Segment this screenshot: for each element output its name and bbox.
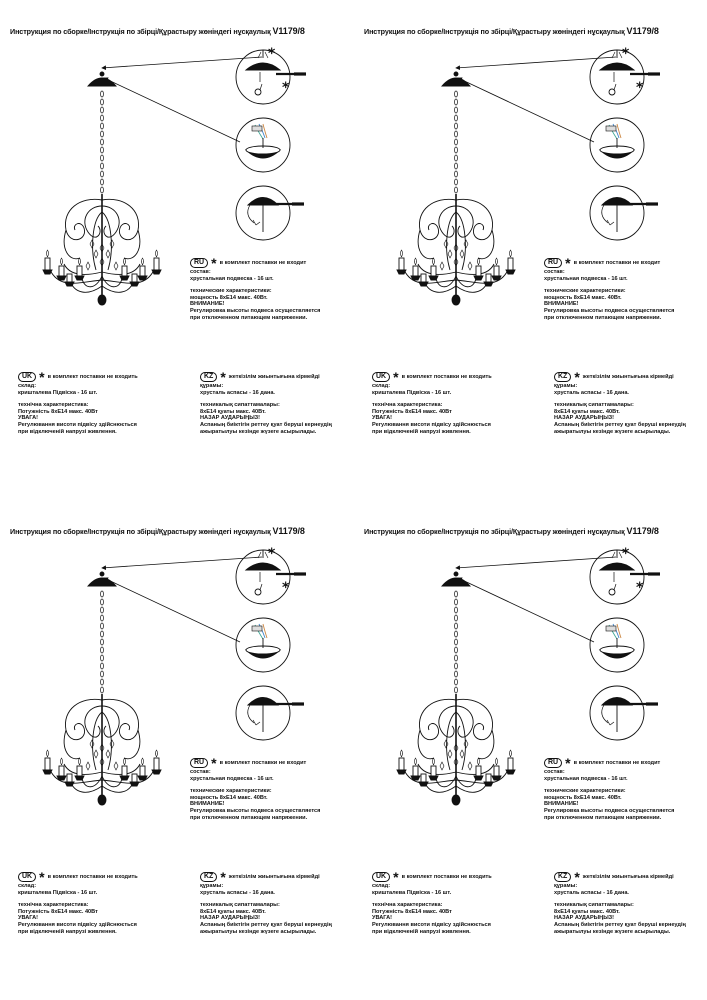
kz-composition-label: құрамы: — [200, 383, 224, 389]
kz-composition-label: құрамы: — [554, 883, 578, 889]
ru-composition-label: состав: — [544, 769, 565, 775]
uk-composition-label: склад: — [372, 383, 391, 389]
ru-specs-value: мощность 8xE14 макс. 40Вт. — [544, 294, 622, 301]
ru-warning-line1: Регулировка высоты подвеса осуществляется — [544, 807, 675, 814]
ru-warning-line1: Регулировка высоты подвеса осуществляется — [190, 807, 321, 814]
ru-warning-label: ВНИМАНИЕ! — [190, 801, 225, 808]
uk-info-block — [18, 868, 138, 935]
uk-specs-value: Потужність 8xE14 макс. 40Вт — [372, 408, 452, 415]
uk-composition-value: кришталева Підвіска - 16 шт. — [18, 889, 98, 896]
uk-warning-line1: Регулювання висоти підвісу здійснюється — [372, 921, 491, 928]
uk-warning-line2: при відключеній напрузі живлення. — [372, 928, 471, 935]
ru-specs-label: технические характеристики: — [190, 288, 272, 295]
svg-text:*: * — [636, 580, 644, 596]
star-marker: * — [565, 754, 571, 771]
kz-composition-label: құрамы: — [200, 883, 224, 889]
detail-wiring-icon — [236, 618, 290, 672]
uk-warning-line2: при відключеній напрузі живлення. — [18, 428, 117, 435]
kz-specs-label: техникалық сипаттамалары: — [200, 402, 280, 409]
ru-language-badge: RU — [190, 758, 208, 768]
uk-composition-label: склад: — [18, 883, 37, 889]
model-number: V1179/8 — [626, 26, 659, 36]
kz-language-badge: KZ — [554, 372, 571, 382]
svg-text:*: * — [282, 580, 290, 596]
star-marker: * — [39, 368, 45, 385]
title-text: Инструкция по сборке/Інструкція по збірці/Құрастыру жөніндегі нұсқаулық — [364, 27, 625, 36]
uk-language-badge: UK — [18, 372, 36, 382]
instruction-sheet-top-left — [0, 0, 353, 500]
ru-not-included: в комплект поставки не входит — [219, 259, 307, 266]
uk-not-included: в комплект поставки не входить — [47, 873, 138, 880]
ru-composition-value: хрустальная подвеска - 16 шт. — [190, 275, 274, 282]
model-number: V1179/8 — [626, 526, 659, 536]
uk-specs-value: Потужність 8xE14 макс. 40Вт — [18, 408, 98, 415]
ru-language-badge: RU — [190, 258, 208, 268]
chandelier-icon — [43, 72, 161, 305]
uk-specs-value: Потужність 8xE14 макс. 40Вт — [18, 908, 98, 915]
uk-composition-label: склад: — [18, 383, 37, 389]
detail-wiring-icon — [236, 118, 290, 172]
kz-specs-value: 8xE14 қуаты макс. 40Вт. — [554, 908, 620, 915]
star-marker: * — [220, 368, 226, 385]
ru-specs-value: мощность 8xE14 макс. 40Вт. — [190, 294, 268, 301]
uk-info-block — [372, 868, 492, 935]
ru-warning-line1: Регулировка высоты подвеса осуществляется — [190, 307, 321, 314]
kz-warning-line2: ажыратылуы кезінде жүзеге асырылады. — [200, 428, 317, 435]
kz-warning-line1: Аспаның биіктігін реттеу қуат беруші кернеудің — [554, 921, 686, 928]
detail-wiring-icon — [590, 118, 644, 172]
model-number: V1179/8 — [272, 526, 305, 536]
detail-canopy-screws-icon — [590, 546, 660, 604]
detail-height-adjust-icon — [590, 686, 658, 740]
uk-composition-value: кришталева Підвіска - 16 шт. — [372, 889, 452, 896]
kz-specs-value: 8xE14 қуаты макс. 40Вт. — [554, 408, 620, 415]
svg-text:*: * — [622, 46, 630, 62]
kz-warning-line2: ажыратылуы кезінде жүзеге асырылады. — [554, 928, 671, 935]
kz-info-block — [554, 368, 686, 435]
ru-not-included: в комплект поставки не входит — [573, 759, 661, 766]
uk-not-included: в комплект поставки не входить — [401, 873, 492, 880]
uk-language-badge: UK — [18, 872, 36, 882]
model-number: V1179/8 — [272, 26, 305, 36]
ru-warning-label: ВНИМАНИЕ! — [544, 801, 579, 808]
title-text: Инструкция по сборке/Інструкція по збірці/Құрастыру жөніндегі нұсқаулық — [10, 527, 271, 536]
kz-warning-line1: Аспаның биіктігін реттеу қуат беруші кернеудің — [200, 921, 332, 928]
ru-composition-value: хрустальная подвеска - 16 шт. — [544, 275, 628, 282]
detail-canopy-screws-icon — [590, 46, 660, 104]
kz-warning-line1: Аспаның биіктігін реттеу қуат беруші кернеудің — [554, 421, 686, 428]
uk-warning-line2: при відключеній напрузі живлення. — [372, 428, 471, 435]
ru-language-badge: RU — [544, 758, 562, 768]
ru-language-badge: RU — [544, 258, 562, 268]
uk-not-included: в комплект поставки не входить — [401, 373, 492, 380]
kz-specs-label: техникалық сипаттамалары: — [554, 402, 634, 409]
ru-specs-label: технические характеристики: — [190, 788, 272, 795]
ru-composition-label: состав: — [190, 769, 211, 775]
kz-info-block — [200, 368, 332, 435]
uk-warning-line1: Регулювання висоти підвісу здійснюється — [372, 421, 491, 428]
instruction-sheet-top-right — [354, 0, 707, 500]
uk-warning-label: УВАГА! — [18, 415, 39, 422]
kz-not-included: жеткізілім жиынтығына кірмейді — [228, 373, 320, 380]
uk-composition-value: кришталева Підвіска - 16 шт. — [372, 389, 452, 396]
ru-info-block — [190, 254, 321, 321]
uk-warning-line1: Регулювання висоти підвісу здійснюється — [18, 921, 137, 928]
uk-warning-line2: при відключеній напрузі живлення. — [18, 928, 117, 935]
kz-composition-value: хрусталь аспасы - 16 дана. — [200, 389, 275, 396]
kz-warning-line1: Аспаның биіктігін реттеу қуат беруші кернеудің — [200, 421, 332, 428]
ru-warning-line1: Регулировка высоты подвеса осуществляется — [544, 307, 675, 314]
ru-warning-line2: при отключенном питающем напряжении. — [544, 314, 662, 321]
uk-composition-label: склад: — [372, 883, 391, 889]
uk-not-included: в комплект поставки не входить — [47, 373, 138, 380]
uk-warning-label: УВАГА! — [18, 915, 39, 922]
uk-language-badge: UK — [372, 372, 390, 382]
kz-warning-line2: ажыратылуы кезінде жүзеге асырылады. — [200, 928, 317, 935]
detail-canopy-screws-icon — [236, 46, 306, 104]
ru-specs-label: технические характеристики: — [544, 288, 626, 295]
ru-info-block — [544, 254, 675, 321]
uk-language-badge: UK — [372, 872, 390, 882]
ru-info-block — [544, 754, 675, 821]
instruction-sheet-bottom-left — [0, 500, 353, 1000]
chandelier-icon — [397, 72, 515, 305]
svg-text:*: * — [282, 80, 290, 96]
uk-warning-label: УВАГА! — [372, 915, 393, 922]
kz-warning-label: НАЗАР АУДАРЫҢЫЗ! — [200, 915, 261, 922]
detail-wiring-icon — [590, 618, 644, 672]
pointer-lines — [456, 557, 616, 642]
uk-info-block — [18, 368, 138, 435]
ru-warning-label: ВНИМАНИЕ! — [544, 301, 579, 308]
kz-specs-value: 8xE14 қуаты макс. 40Вт. — [200, 908, 266, 915]
uk-specs-value: Потужність 8xE14 макс. 40Вт — [372, 908, 452, 915]
pointer-lines — [456, 57, 616, 142]
star-marker: * — [211, 254, 217, 271]
ru-composition-value: хрустальная подвеска - 16 шт. — [544, 775, 628, 782]
star-marker: * — [39, 868, 45, 885]
detail-height-adjust-icon — [236, 186, 304, 240]
detail-canopy-screws-icon — [236, 546, 306, 604]
kz-composition-value: хрусталь аспасы - 16 дана. — [200, 889, 275, 896]
star-marker: * — [574, 868, 580, 885]
kz-warning-label: НАЗАР АУДАРЫҢЫЗ! — [200, 415, 261, 422]
uk-specs-label: технічна характеристика: — [18, 902, 89, 909]
kz-warning-label: НАЗАР АУДАРЫҢЫЗ! — [554, 915, 615, 922]
star-marker: * — [393, 368, 399, 385]
uk-warning-label: УВАГА! — [372, 415, 393, 422]
ru-warning-line2: при отключенном питающем напряжении. — [190, 314, 308, 321]
star-marker: * — [393, 868, 399, 885]
chandelier-icon — [43, 572, 161, 805]
detail-height-adjust-icon — [236, 686, 304, 740]
kz-warning-label: НАЗАР АУДАРЫҢЫЗ! — [554, 415, 615, 422]
kz-specs-label: техникалық сипаттамалары: — [554, 902, 634, 909]
uk-specs-label: технічна характеристика: — [372, 902, 443, 909]
detail-height-adjust-icon — [590, 186, 658, 240]
ru-info-block — [190, 754, 321, 821]
svg-text:*: * — [636, 80, 644, 96]
star-marker: * — [211, 754, 217, 771]
star-marker: * — [220, 868, 226, 885]
ru-specs-value: мощность 8xE14 макс. 40Вт. — [544, 794, 622, 801]
ru-not-included: в комплект поставки не входит — [573, 259, 661, 266]
ru-warning-line2: при отключенном питающем напряжении. — [190, 814, 308, 821]
kz-composition-value: хрусталь аспасы - 16 дана. — [554, 889, 629, 896]
uk-warning-line1: Регулювання висоти підвісу здійснюється — [18, 421, 137, 428]
kz-info-block — [554, 868, 686, 935]
kz-not-included: жеткізілім жиынтығына кірмейді — [582, 873, 674, 880]
ru-not-included: в комплект поставки не входит — [219, 759, 307, 766]
uk-specs-label: технічна характеристика: — [18, 402, 89, 409]
svg-text:*: * — [622, 546, 630, 562]
kz-composition-value: хрусталь аспасы - 16 дана. — [554, 389, 629, 396]
kz-composition-label: құрамы: — [554, 383, 578, 389]
kz-specs-label: техникалық сипаттамалары: — [200, 902, 280, 909]
instruction-sheet-bottom-right — [354, 500, 707, 1000]
title-text: Инструкция по сборке/Інструкція по збірці/Құрастыру жөніндегі нұсқаулық — [10, 27, 271, 36]
star-marker: * — [565, 254, 571, 271]
ru-composition-value: хрустальная подвеска - 16 шт. — [190, 775, 274, 782]
uk-composition-value: кришталева Підвіска - 16 шт. — [18, 389, 98, 396]
ru-warning-line2: при отключенном питающем напряжении. — [544, 814, 662, 821]
ru-specs-label: технические характеристики: — [544, 788, 626, 795]
kz-warning-line2: ажыратылуы кезінде жүзеге асырылады. — [554, 428, 671, 435]
uk-specs-label: технічна характеристика: — [372, 402, 443, 409]
kz-specs-value: 8xE14 қуаты макс. 40Вт. — [200, 408, 266, 415]
kz-not-included: жеткізілім жиынтығына кірмейді — [582, 373, 674, 380]
kz-not-included: жеткізілім жиынтығына кірмейді — [228, 873, 320, 880]
pointer-lines — [102, 557, 262, 642]
star-marker: * — [574, 368, 580, 385]
ru-composition-label: состав: — [190, 269, 211, 275]
chandelier-icon — [397, 572, 515, 805]
title-text: Инструкция по сборке/Інструкція по збірці/Құрастыру жөніндегі нұсқаулық — [364, 527, 625, 536]
svg-text:*: * — [268, 46, 276, 62]
kz-info-block — [200, 868, 332, 935]
kz-language-badge: KZ — [200, 872, 217, 882]
kz-language-badge: KZ — [554, 872, 571, 882]
pointer-lines — [102, 57, 262, 142]
ru-specs-value: мощность 8xE14 макс. 40Вт. — [190, 794, 268, 801]
ru-composition-label: состав: — [544, 269, 565, 275]
ru-warning-label: ВНИМАНИЕ! — [190, 301, 225, 308]
uk-info-block — [372, 368, 492, 435]
kz-language-badge: KZ — [200, 372, 217, 382]
svg-text:*: * — [268, 546, 276, 562]
